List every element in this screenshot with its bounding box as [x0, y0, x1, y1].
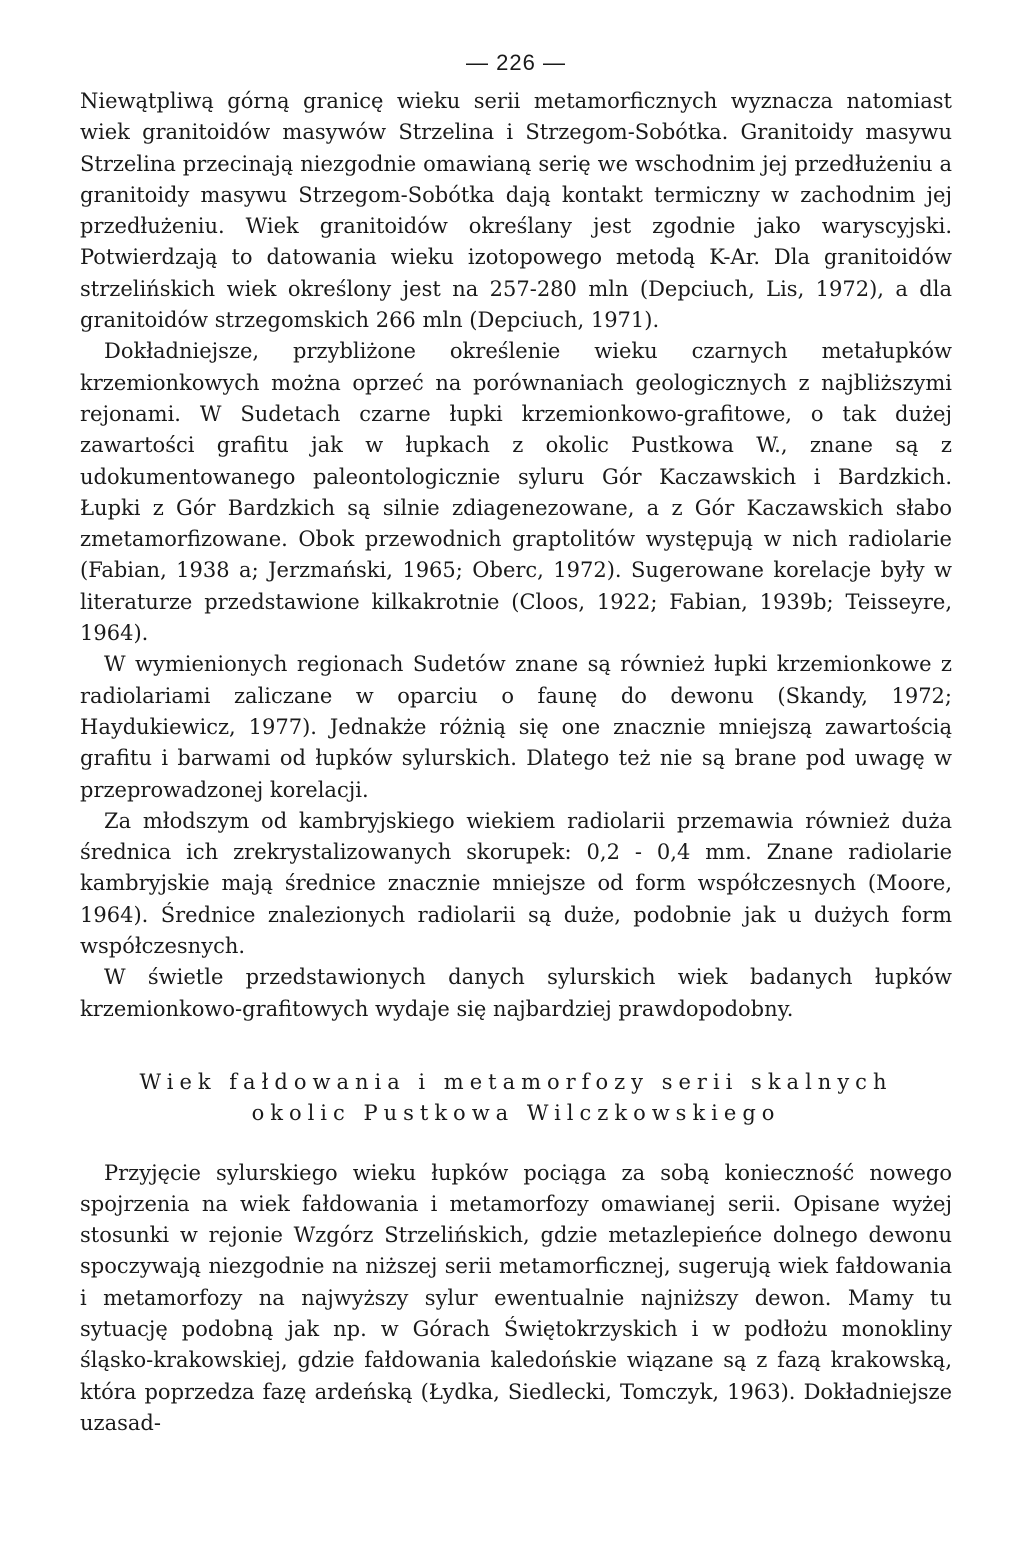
section-heading: [80, 1067, 952, 1130]
paragraph-conclusion: W świetle przedstawionych danych sylurskich wiek badanych łupków krzemionkowo-grafitowych wydaje się najbardziej prawdopodobny.: [80, 965, 952, 1021]
page-number: — 226 —: [466, 50, 566, 75]
document-page: [80, 50, 952, 1439]
paragraph-metashale-correlation: Dokładniejsze, przybliżone określenie wieku czarnych metałupków krzemionkowych można oprzeć na porównaniach geologicznych z najbliższymi rejonami. W Sudetach czarne łupki krzemionkowo-grafitowe, o tak dużej zawartości grafitu jak w łupkach z okolic Pustkowa W., znane są z udokumentowanego paleontologicznie syluru Gór Kaczawskich i Bardzkich. Łupki z Gór Bardzkich są silnie zdiagenezowane, a z Gór Kaczawskich słabo zmetamorfizowane. Obok przewodnich graptolitów występują w nich radiolarie (Fabian, 1938 a; Jerzmański, 1965; Oberc, 1972). Sugerowane korelacje były w literaturze przedstawione kilkakrotnie (Cloos, 1922; Fabian, 1939b; Teisseyre, 1964).: [80, 339, 952, 646]
paragraph-devonian-shales: W wymienionych regionach Sudetów znane są również łupki krzemionkowe z radiolariami zaliczane w oparciu o faunę do dewonu (Skandy, 1972; Haydukiewicz, 1977). Jednakże różnią się one znacznie mniejszą zawartością grafitu i barwami od łupków sylurskich. Dlatego też nie są brane pod uwagę w przeprowadzonej korelacji.: [80, 652, 952, 802]
paragraph-granitoid-age: Niewątpliwą górną granicę wieku serii metamorficznych wyznacza natomiast wiek granitoidów masywów Strzelina i Strzegom-Sobótka. Granitoidy masywu Strzelina przecinają niezgodnie omawianą serię we wschodnim jej przedłużeniu a granitoidy masywu Strzegom-Sobótka dają kontakt termiczny w zachodnim jej przedłużeniu. Wiek granitoidów określany jest zgodnie jako waryscyjski. Potwierdzają to datowania wieku izotopowego metodą K-Ar. Dla granitoidów strzelińskich wiek określony jest na 257-280 mln (Depciuch, Lis, 1972), a dla granitoidów strzegomskich 266 mln (Depciuch, 1971).: [80, 89, 952, 333]
paragraph-radiolaria-size: Za młodszym od kambryjskiego wiekiem radiolarii przemawia również duża średnica ich zrekrystalizowanych skorupek: 0,2 - 0,4 mm. Znane radiolarie kambryjskie mają średnice znacznie mniejsze od form współczesnych (Moore, 1964). Średnice znalezionych radiolarii są duże, podobnie jak u dużych form współczesnych.: [80, 808, 952, 959]
paragraph-folding-age: Przyjęcie sylurskiego wieku łupków pociąga za sobą konieczność nowego spojrzenia na wiek fałdowania i metamorfozy omawianej serii. Opisane wyżej stosunki w rejonie Wzgórz Strzelińskich, gdzie metazlepieńce dolnego dewonu spoczywają niezgodnie na niższej serii metamorficznej, sugerują wiek fałdowania i metamorfozy na najwyższy sylur ewentualnie najniższy dewon. Mamy tu sytuację podobną jak np. w Górach Świętokrzyskich i w podłożu monokliny śląsko-krakowskiej, gdzie fałdowania kaledońskie wiązane są z fazą krakowską, która poprzedza fazę ardeńską (Łydka, Siedlecki, Tomczyk, 1963). Dokładniejsze uzasad-: [80, 1160, 952, 1435]
section-heading-line-1: Wiek fałdowania i metamorfozy serii skalnych: [139, 1069, 893, 1094]
section-heading-line-2: okolic Pustkowa Wilczkowskiego: [251, 1101, 781, 1126]
